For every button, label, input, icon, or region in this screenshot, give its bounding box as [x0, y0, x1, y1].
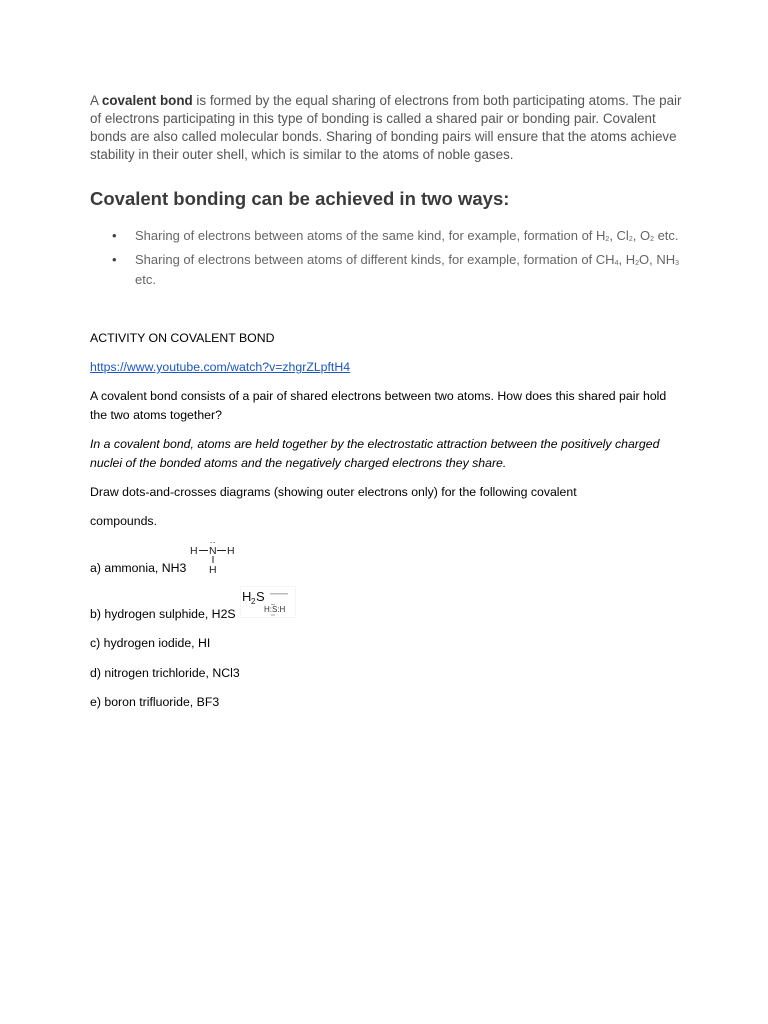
item-c: c) hydrogen iodide, HI [90, 636, 211, 650]
video-link-paragraph [90, 358, 670, 377]
item-b: b) hydrogen sulphide, H2S [90, 607, 236, 621]
video-link[interactable]: https://www.youtube.com/watch?v=zhgrZLpftH4 [90, 360, 351, 374]
bullet-marker: • [112, 252, 117, 267]
intro-prefix: A [90, 93, 102, 108]
h2s-formula-h: H [242, 589, 252, 604]
list-item: • Sharing of electrons between atoms of the same kind, for example, formation of $H_2$, $Cl_2$, $O_2$ etc. [112, 228, 679, 243]
nh3-h-left: H [190, 545, 198, 557]
bonding-ways-list [90, 228, 682, 288]
instruction-line-1: Draw dots-and-crosses diagrams (showing outer electrons only) for the following covalent [90, 485, 577, 499]
h2s-lewis: H:S:H [264, 605, 286, 614]
intro-paragraph [90, 92, 682, 164]
answer-paragraph: In a covalent bond, atoms are held together by the electrostatic attraction between the positively charged nuclei of the bonded atoms and the negatively charged electrons they share. [90, 437, 660, 470]
item-e: e) boron trifluoride, BF3 [90, 695, 220, 709]
question-paragraph: A covalent bond consists of a pair of shared electrons between two atoms. How does this shared pair hold the two atoms together? [90, 389, 667, 422]
list-item: • Sharing of electrons between atoms of different kinds, for example, formation of $CH_4$, $H_2O$, $NH_3$ etc. [112, 252, 680, 287]
bullet-marker: • [112, 228, 117, 243]
h2s-caption-line [270, 593, 288, 595]
intro-term: covalent bond [101, 93, 193, 108]
nh3-n: N [209, 545, 217, 557]
item-d: d) nitrogen trichloride, NCl3 [90, 666, 240, 680]
activity-title: ACTIVITY ON COVALENT BOND [90, 331, 275, 345]
intro-rest: is formed by the equal sharing of electrons from both participating atoms. The pair of electrons participating in this type of bonding is called a shared pair or bonding pair. Covalent bonds are also called molecular bonds. Sharing of bonding pairs will ensure that the atoms achieve stability in their outer shell, which is similar to the atoms of noble gases. [90, 93, 682, 162]
h2s-formula-s: S [256, 589, 265, 604]
nh3-h-right: H [227, 545, 235, 557]
item-a: a) ammonia, NH3 [90, 561, 187, 575]
instruction-line-2: compounds. [90, 514, 157, 528]
nh3-lone-pair: ·· [209, 540, 216, 547]
nh3-h-bottom: H [209, 564, 217, 576]
h2s-formula-sub: 2 [251, 597, 256, 606]
section-heading: Covalent bonding can be achieved in two ways: [90, 188, 510, 209]
